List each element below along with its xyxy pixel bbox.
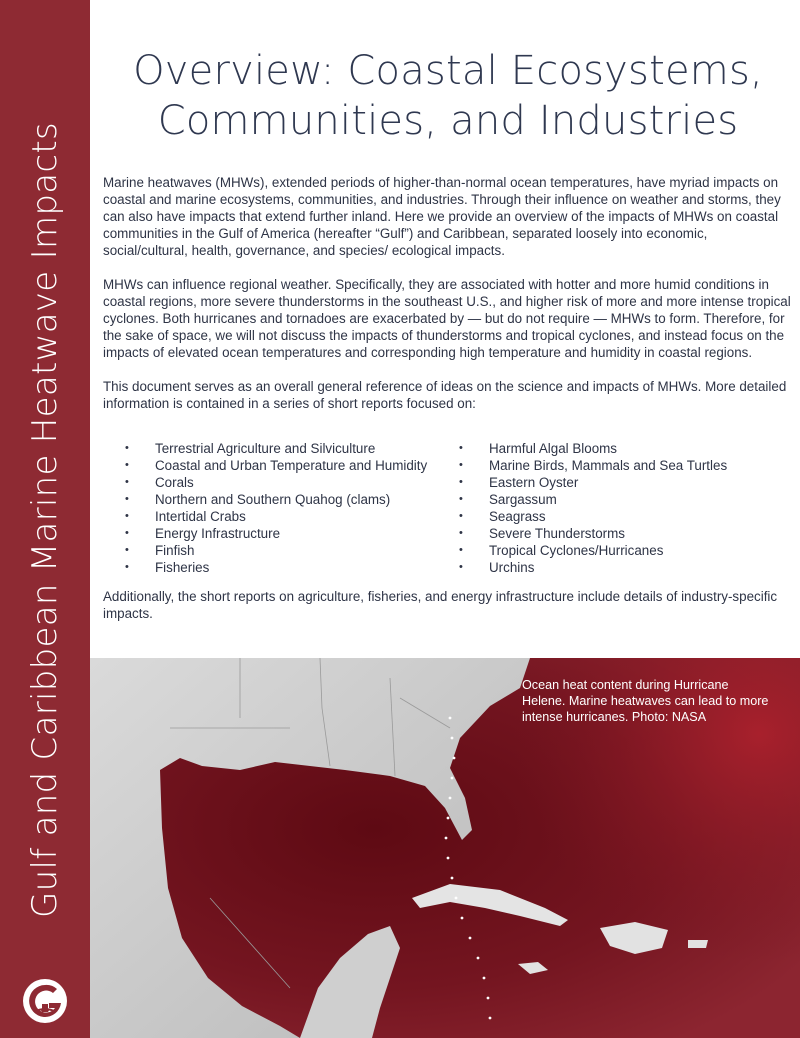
bullet-icon: • (459, 527, 463, 539)
bullet-icon: • (459, 561, 463, 573)
page-title: Overview: Coastal Ecosystems, Communities, and Industries (133, 48, 763, 144)
series-title: Gulf and Caribbean Marine Heatwave Impacts (25, 121, 65, 919)
list-item: • Harmful Algal Blooms (459, 441, 618, 456)
intro-paragraph: Marine heatwaves (MHWs), extended periods of higher-than-normal ocean temperatures, have myriad impacts on coastal and marine ecosystems, communities, and industries. Through their influence on weather and storms, they can also have impacts that extend further inland. Here we provide an overview of the impacts of MHWs on coastal communities in the Gulf of America (hereafter “Gulf”) and Caribbean, separated loosely into economic, social/cultural, health, governance, and species/ ecological impacts. (103, 175, 781, 258)
list-item: • Corals (125, 475, 194, 490)
bullet-icon: • (125, 442, 129, 454)
topics-list-right (459, 440, 727, 576)
report-topics (103, 440, 793, 576)
list-item: • Urchins (459, 560, 535, 575)
sidebar (0, 0, 90, 1038)
bullet-icon: • (459, 476, 463, 488)
list-item: • Sargassum (459, 492, 557, 507)
bullet-icon: • (459, 442, 463, 454)
bullet-icon: • (125, 459, 129, 471)
bullet-icon: • (125, 493, 129, 505)
bullet-icon: • (459, 493, 463, 505)
reference-paragraph: This document serves as an overall general reference of ideas on the science and impacts of MHWs. More detailed information is contained in a series of short reports focused on: (103, 379, 787, 411)
bullet-icon: • (125, 476, 129, 488)
ocean-heat-map-photo (90, 658, 800, 1038)
list-item: • Severe Thunderstorms (459, 526, 625, 541)
bullet-icon: • (125, 561, 129, 573)
list-item: • Energy Infrastructure (125, 526, 281, 541)
list-item: • Northern and Southern Quahog (clams) (125, 492, 391, 507)
bullet-icon: • (459, 544, 463, 556)
bullet-icon: • (459, 510, 463, 522)
bullet-icon: • (459, 459, 463, 471)
list-item: • Tropical Cyclones/Hurricanes (459, 543, 664, 558)
gulf-logo-icon (20, 976, 70, 1026)
photo-caption: Ocean heat content during Hurricane Helene. Marine heatwaves can lead to more intense hurricanes. Photo: NASA (522, 678, 769, 724)
list-item: • Eastern Oyster (459, 475, 579, 490)
topics-list-left (125, 440, 459, 576)
list-item: • Terrestrial Agriculture and Silviculture (125, 441, 376, 456)
list-item: • Marine Birds, Mammals and Sea Turtles (459, 458, 728, 473)
additional-paragraph: Additionally, the short reports on agriculture, fisheries, and energy infrastructure include details of industry-specific impacts. (103, 589, 778, 621)
list-item: • Coastal and Urban Temperature and Humidity (125, 458, 428, 473)
list-item: • Intertidal Crabs (125, 509, 246, 524)
list-item: • Fisheries (125, 560, 210, 575)
weather-paragraph: MHWs can influence regional weather. Specifically, they are associated with hotter and more humid conditions in coastal regions, more severe thunderstorms in the southeast U.S., and higher risk of more and more intense tropical cyclones. Both hurricanes and tornadoes are exacerbated by — but do not require — MHWs to form. Therefore, for the sake of space, we will not discuss the impacts of thunderstorms and tropical cyclones, and instead focus on the impacts of elevated ocean temperatures and corresponding high temperature and humidity in coastal regions. (103, 277, 791, 360)
main-content (103, 0, 793, 622)
list-item: • Finfish (125, 543, 195, 558)
list-item: • Seagrass (459, 509, 546, 524)
bullet-icon: • (125, 510, 129, 522)
bullet-icon: • (125, 527, 129, 539)
bullet-icon: • (125, 544, 129, 556)
